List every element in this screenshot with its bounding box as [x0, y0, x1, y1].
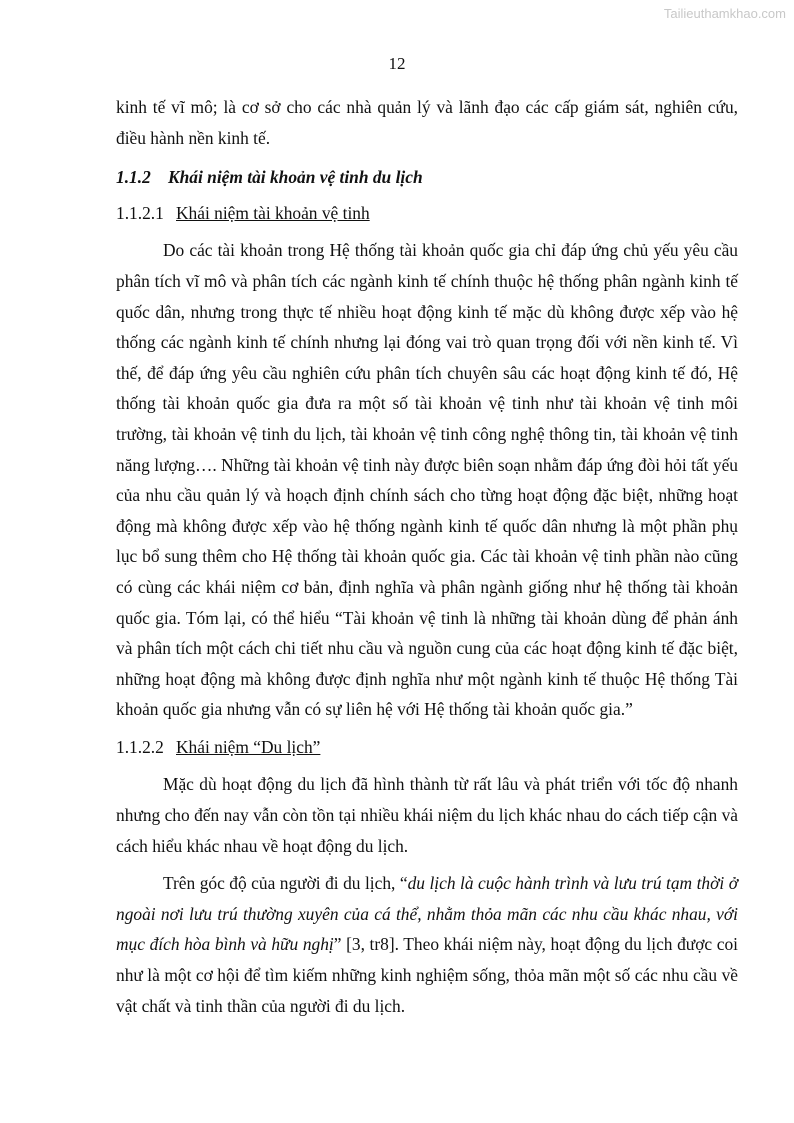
subsection-title: Khái niệm “Du lịch”: [176, 736, 321, 757]
quote-suffix: ” [3, tr8]. Theo khái niệm này, hoạt động du lịch được coi như là một cơ hội để tìm kiếm những kinh nghiệm sống, thỏa mãn một số các nhu cầu về vật chất và tinh thần của người đi du lịch.: [116, 934, 738, 1016]
quote-prefix: Trên góc độ của người đi du lịch, “: [163, 873, 408, 894]
section-heading-1-1-2: [116, 162, 738, 193]
subsection-number: 1.1.2.1: [116, 202, 164, 223]
watermark: Tailieuthamkhao.com: [663, 6, 786, 21]
subsection-number: 1.1.2.2: [116, 736, 164, 757]
page-number: 12: [388, 54, 406, 73]
subsection-heading-1-1-2-2: [116, 732, 738, 763]
tourism-definition-quote: du lịch là cuộc hành trình và lưu trú tạm thời ở ngoài nơi lưu trú thường xuyên của cá thể, nhằm thỏa mãn các nhu cầu khác nhau, với mục đích hòa bình và hữu nghị: [116, 873, 738, 955]
tourism-concept-paragraph-1: Mặc dù hoạt động du lịch đã hình thành từ rất lâu và phát triển với tốc độ nhanh nhưng cho đến nay vẫn còn tồn tại nhiều khái niệm du lịch khác nhau do cách tiếp cận và cách hiểu khác nhau về hoạt động du lịch.: [116, 774, 738, 856]
satellite-account-paragraph: Do các tài khoản trong Hệ thống tài khoản quốc gia chỉ đáp ứng chủ yếu yêu cầu phân tích vĩ mô và phân tích các ngành kinh tế chính thuộc hệ thống phân ngành kinh tế quốc dân, nhưng trong thực tế nhiều hoạt động kinh tế mặc dù không được xếp vào hệ thống các ngành kinh tế chính nhưng lại đóng vai trò quan trọng đối với nền kinh tế. Vì thế, để đáp ứng yêu cầu nghiên cứu phân tích chuyên sâu các hoạt động kinh tế đó, Hệ thống tài khoản quốc gia đưa ra một số tài khoản vệ tinh như tài khoản vệ tinh môi trường, tài khoản vệ tinh du lịch, tài khoản vệ tinh công nghệ thông tin, tài khoản vệ tinh năng lượng…. Những tài khoản vệ tinh này được biên soạn nhằm đáp ứng đòi hỏi tất yếu của nhu cầu quản lý và hoạch định chính sách cho từng hoạt động đặc biệt, những hoạt động mà không được xếp vào hệ thống ngành kinh tế quốc dân nhưng là một phần phụ lục bổ sung thêm cho Hệ thống tài khoản quốc gia. Các tài khoản vệ tinh phần nào cũng có cùng các khái niệm cơ bản, định nghĩa và phân ngành giống như hệ thống tài khoản quốc gia. Tóm lại, có thể hiểu “Tài khoản vệ tinh là những tài khoản dùng để phản ánh và phân tích một cách chi tiết nhu cầu và nguồn cung của các hoạt động kinh tế đặc biệt, những hoạt động mà không được định nghĩa như một ngành kinh tế thuộc Hệ thống Tài khoản quốc gia nhưng vẫn có sự liên hệ với Hệ thống tài khoản quốc gia.”: [116, 240, 738, 720]
tourism-concept-paragraph-2: [116, 868, 738, 1021]
section-title: Khái niệm tài khoản vệ tinh du lịch: [168, 167, 423, 188]
subsection-heading-1-1-2-1: [116, 198, 738, 229]
subsection-title: Khái niệm tài khoản vệ tinh: [176, 202, 370, 223]
document-body: [116, 92, 738, 1021]
intro-paragraph: kinh tế vĩ mô; là cơ sở cho các nhà quản lý và lãnh đạo các cấp giám sát, nghiên cứu, điều hành nền kinh tế.: [116, 97, 738, 148]
section-number: 1.1.2: [116, 167, 151, 188]
